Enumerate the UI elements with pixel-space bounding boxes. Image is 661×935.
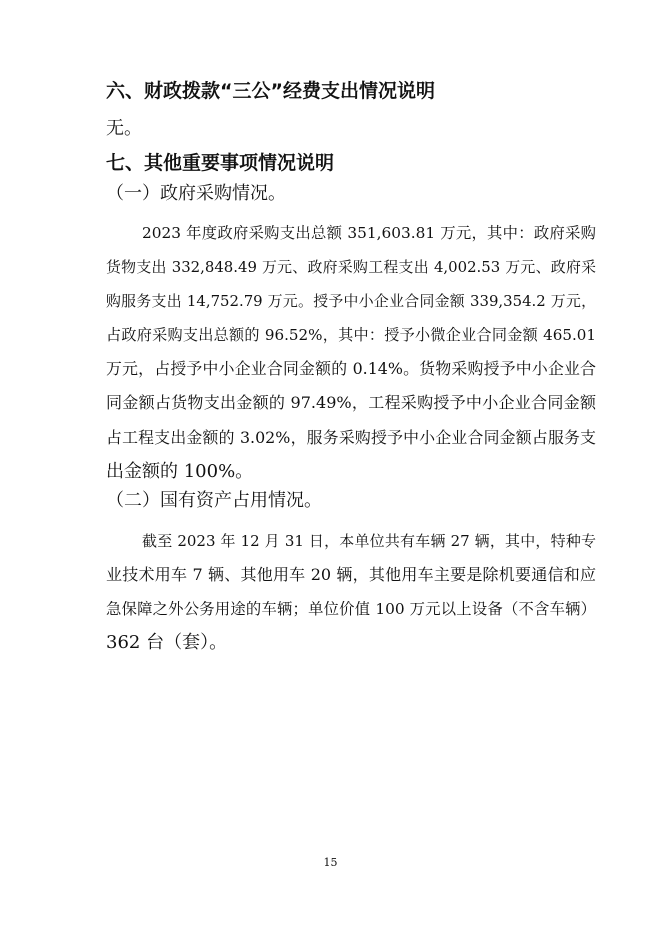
procurement-line: 购服务支出 14,752.79 万元。授予中小企业合同金额 339,354.2 万元， <box>106 292 596 311</box>
procurement-line: 同金额占货物支出金额的 97.49%，工程采购授予中小企业合同金额 <box>106 393 596 413</box>
section-6-heading: 六、财政拨款“三公”经费支出情况说明 <box>106 80 435 102</box>
assets-line: 截至 2023 年 12 月 31 日，本单位共有车辆 27 辆，其中，特种专 <box>142 532 596 550</box>
subsection-2-title: （二）国有资产占用情况。 <box>106 490 322 511</box>
assets-line: 业技术用车 7 辆、其他用车 20 辆，其他用车主要是除机要通信和应 <box>106 565 596 585</box>
page-number: 15 <box>323 856 338 869</box>
subsection-1-title: （一）政府采购情况。 <box>106 183 286 204</box>
procurement-line: 货物支出 332,848.49 万元、政府采购工程支出 4,002.53 万元、政府采 <box>106 258 596 277</box>
procurement-line: 2023 年度政府采购支出总额 351,603.81 万元，其中：政府采购 <box>142 224 596 242</box>
procurement-paragraph <box>106 216 596 489</box>
section-6-content: 无。 <box>106 118 142 139</box>
section-7-heading: 七、其他重要事项情况说明 <box>106 152 335 174</box>
procurement-line: 占政府采购支出总额的 96.52%，其中：授予小微企业合同金额 465.01 <box>106 326 596 345</box>
procurement-line: 万元，占授予中小企业合同金额的 0.14%。货物采购授予中小企业合 <box>106 359 596 379</box>
procurement-line: 出金额的 100%。 <box>106 460 254 482</box>
procurement-line: 占工程支出金额的 3.02%，服务采购授予中小企业合同金额占服务支 <box>106 427 596 447</box>
assets-line: 急保障之外公务用途的车辆；单位价值 100 万元以上设备（不含车辆） <box>106 600 596 619</box>
assets-paragraph <box>106 524 596 660</box>
assets-line: 362 台（套）。 <box>106 632 228 654</box>
